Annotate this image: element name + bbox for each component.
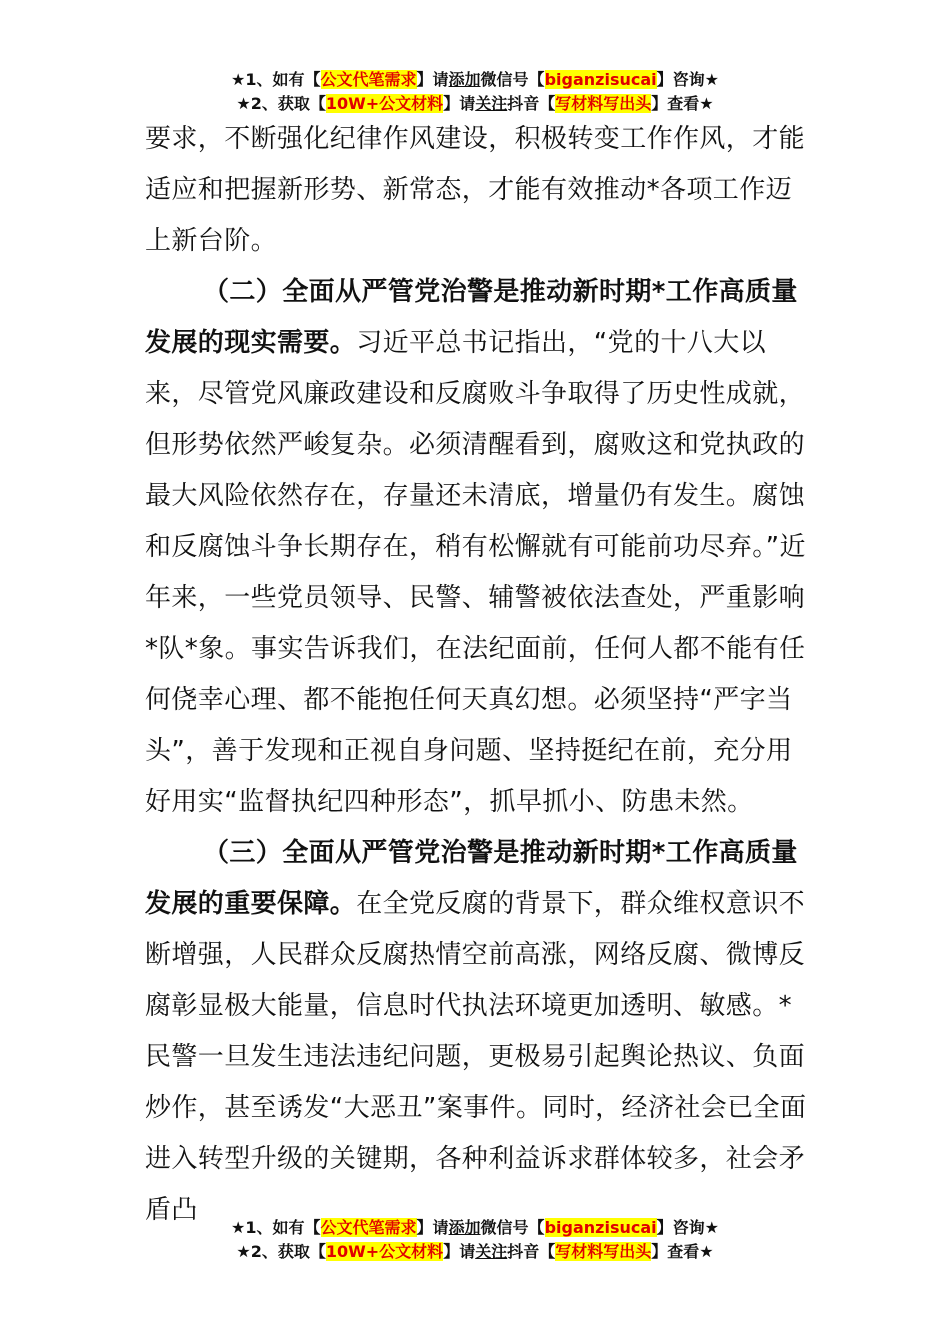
section-heading-3: （三）全面从严管党治警是推动新时期*工作高质量发展的重要保障。 — [145, 838, 798, 919]
highlight-service: 公文代笔需求 — [320, 1218, 417, 1237]
highlight-wechat-id: biganzisucai — [544, 70, 657, 89]
banner-line-2: ★2、获取【10W+公文材料】请关注抖音【写材料写出头】查看★ — [236, 94, 714, 113]
header-banner — [0, 68, 950, 116]
footer-banner — [0, 1216, 950, 1264]
section-heading-2: （二）全面从严管党治警是推动新时期*工作高质量发展的现实需要。 — [145, 277, 798, 358]
document-body — [145, 114, 810, 1236]
banner-line-1: ★1、如有【公文代笔需求】请添加微信号【biganzisucai】咨询★ — [231, 1218, 719, 1237]
banner-line-2: ★2、获取【10W+公文材料】请关注抖音【写材料写出头】查看★ — [236, 1242, 714, 1261]
highlight-materials: 10W+公文材料 — [325, 94, 444, 113]
paragraph-2: （二）全面从严管党治警是推动新时期*工作高质量发展的现实需要。习近平总书记指出，“党的十八大以来，尽管党风廉政建设和反腐败斗争取得了历史性成就，但形势依然严峻复杂。必须清醒看到，腐败这和党执政的最大风险依然存在，存量还未清底，增量仍有发生。腐蚀和反腐蚀斗争长期存在，稍有松懈就有可能前功尽弃。”近年来，一些党员领导、民警、辅警被依法查处，严重影响*队*象。事实告诉我们，在法纪面前，任何人都不能有任何侥幸心理、都不能抱任何天真幻想。必须坚持“严字当头”，善于发现和正视自身问题、坚持挺纪在前，充分用好用实“监督执纪四种形态”，抓早抓小、防患未然。 — [145, 277, 806, 817]
highlight-douyin: 写材料写出头 — [555, 94, 652, 113]
paragraph-3: （三）全面从严管党治警是推动新时期*工作高质量发展的重要保障。在全党反腐的背景下，群众维权意识不断增强，人民群众反腐热情空前高涨，网络反腐、微博反腐彰显极大能量，信息时代执法环境更加透明、敏感。*民警一旦发生违法违纪问题，更极易引起舆论热议、负面炒作，甚至诱发“大恶丑”案事件。同时，经济社会已全面进入转型升级的关键期，各种利益诉求群体较多，社会矛盾凸 — [145, 838, 807, 1225]
banner-line-1: ★1、如有【公文代笔需求】请添加微信号【biganzisucai】咨询★ — [231, 70, 719, 89]
paragraph-1: 要求，不断强化纪律作风建设，积极转变工作作风，才能适应和把握新形势、新常态，才能有效推动*各项工作迈上新台阶。 — [145, 124, 806, 256]
highlight-wechat-id: biganzisucai — [544, 1218, 657, 1237]
highlight-douyin: 写材料写出头 — [555, 1242, 652, 1261]
highlight-service: 公文代笔需求 — [320, 70, 417, 89]
highlight-materials: 10W+公文材料 — [325, 1242, 444, 1261]
